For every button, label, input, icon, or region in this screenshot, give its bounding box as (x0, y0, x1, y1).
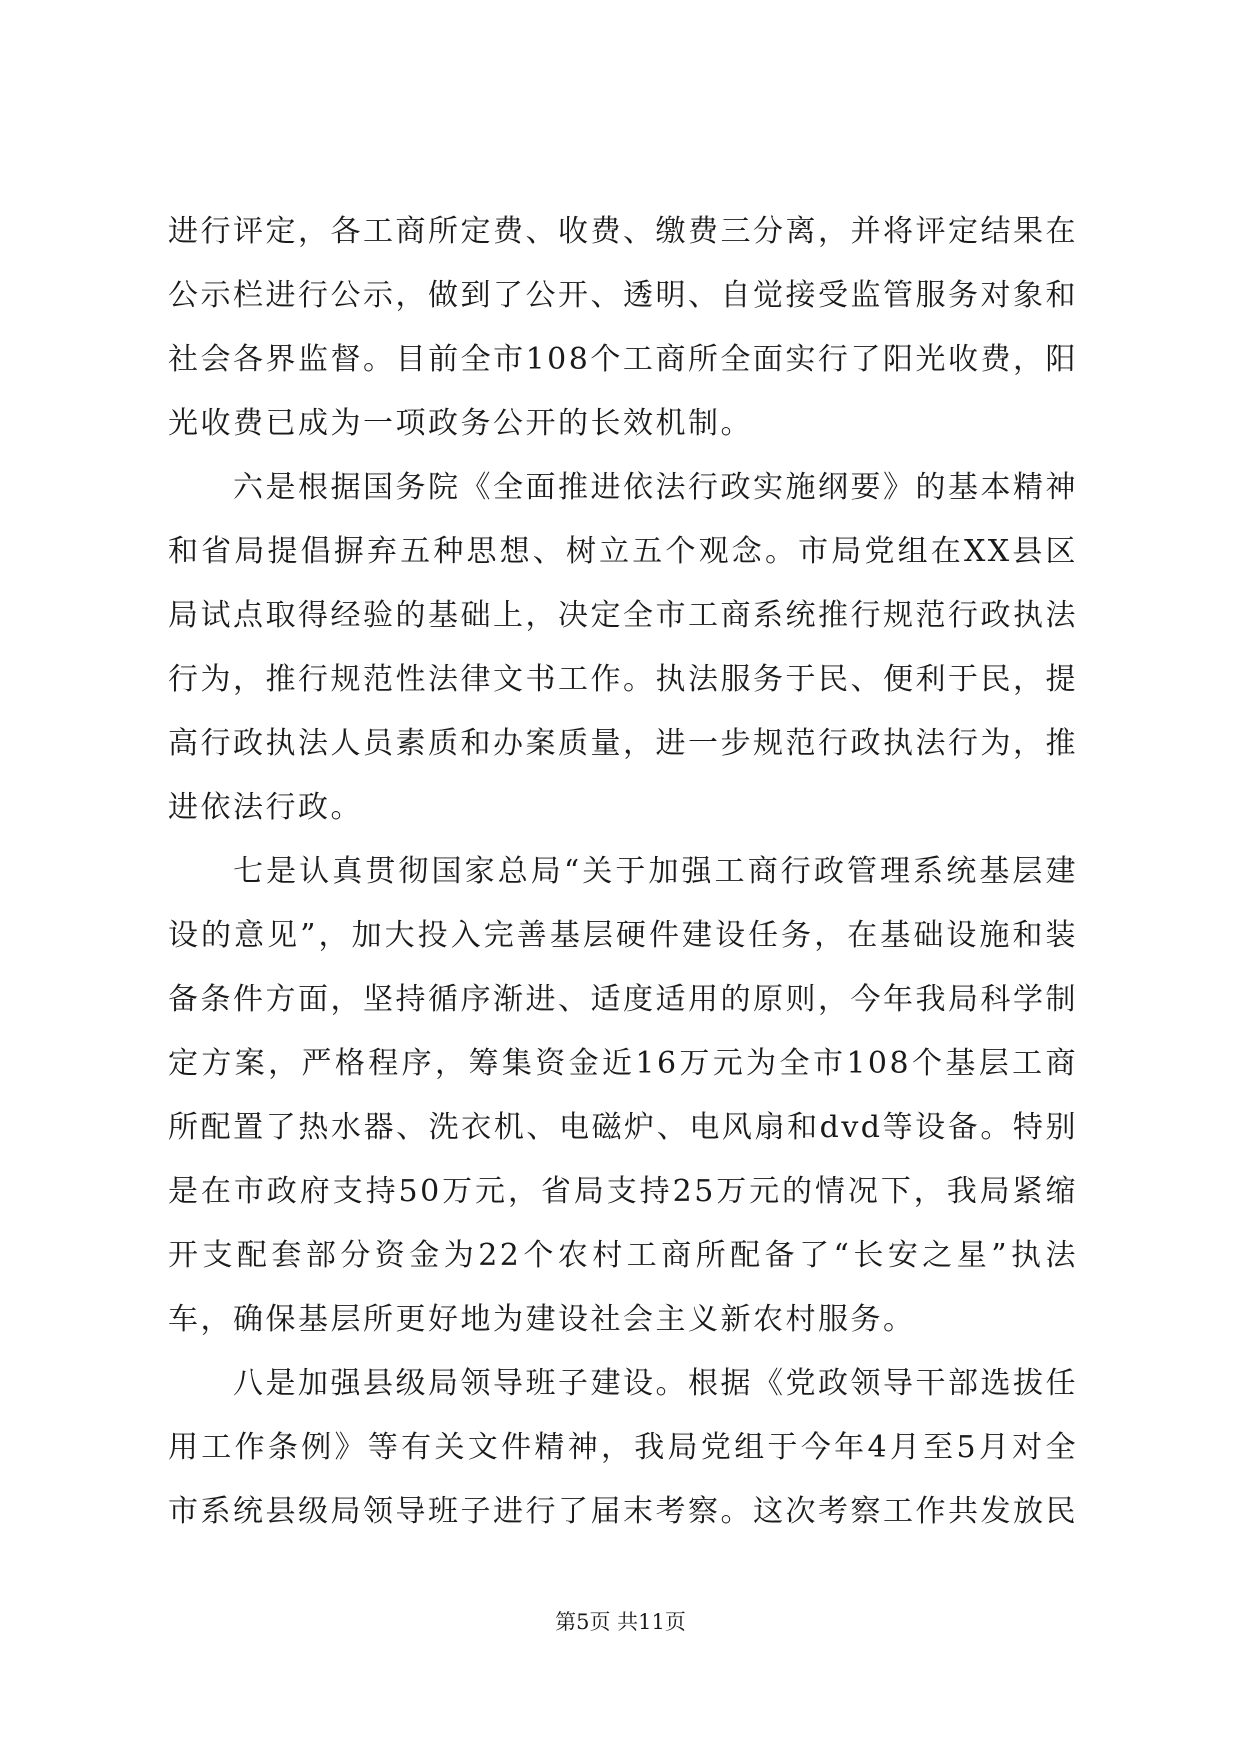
document-body (168, 200, 1078, 1544)
page-footer: 第5页 共11页 (555, 1610, 686, 1634)
paragraph-6: 六是根据国务院《全面推进依法行政实施纲要》的基本精神和省局提倡摒弃五种思想、树立五个观念。市局党组在XX县区局试点取得经验的基础上，决定全市工商系统推行规范行政执法行为，推行规范性法律文书工作。执法服务于民、便利于民，提高行政执法人员素质和办案质量，进一步规范行政执法行为，推进依法行政。 (168, 470, 1078, 825)
paragraph-8: 八是加强县级局领导班子建设。根据《党政领导干部选拔任用工作条例》等有关文件精神，我局党组于今年4月至5月对全市系统县级局领导班子进行了届末考察。这次考察工作共发放民 (168, 1366, 1078, 1529)
paragraph-1-continuation: 进行评定，各工商所定费、收费、缴费三分离，并将评定结果在公示栏进行公示，做到了公开、透明、自觉接受监管服务对象和社会各界监督。目前全市108个工商所全面实行了阳光收费，阳光收费已成为一项政务公开的长效机制。 (168, 214, 1078, 441)
paragraph-7: 七是认真贯彻国家总局“关于加强工商行政管理系统基层建设的意见”，加大投入完善基层硬件建设任务，在基础设施和装备条件方面，坚持循序渐进、适度适用的原则，今年我局科学制定方案，严格程序，筹集资金近16万元为全市108个基层工商所配置了热水器、洗衣机、电磁炉、电风扇和dvd等设备。特别是在市政府支持50万元，省局支持25万元的情况下，我局紧缩开支配套部分资金为22个农村工商所配备了“长安之星”执法车，确保基层所更好地为建设社会主义新农村服务。 (168, 854, 1078, 1337)
